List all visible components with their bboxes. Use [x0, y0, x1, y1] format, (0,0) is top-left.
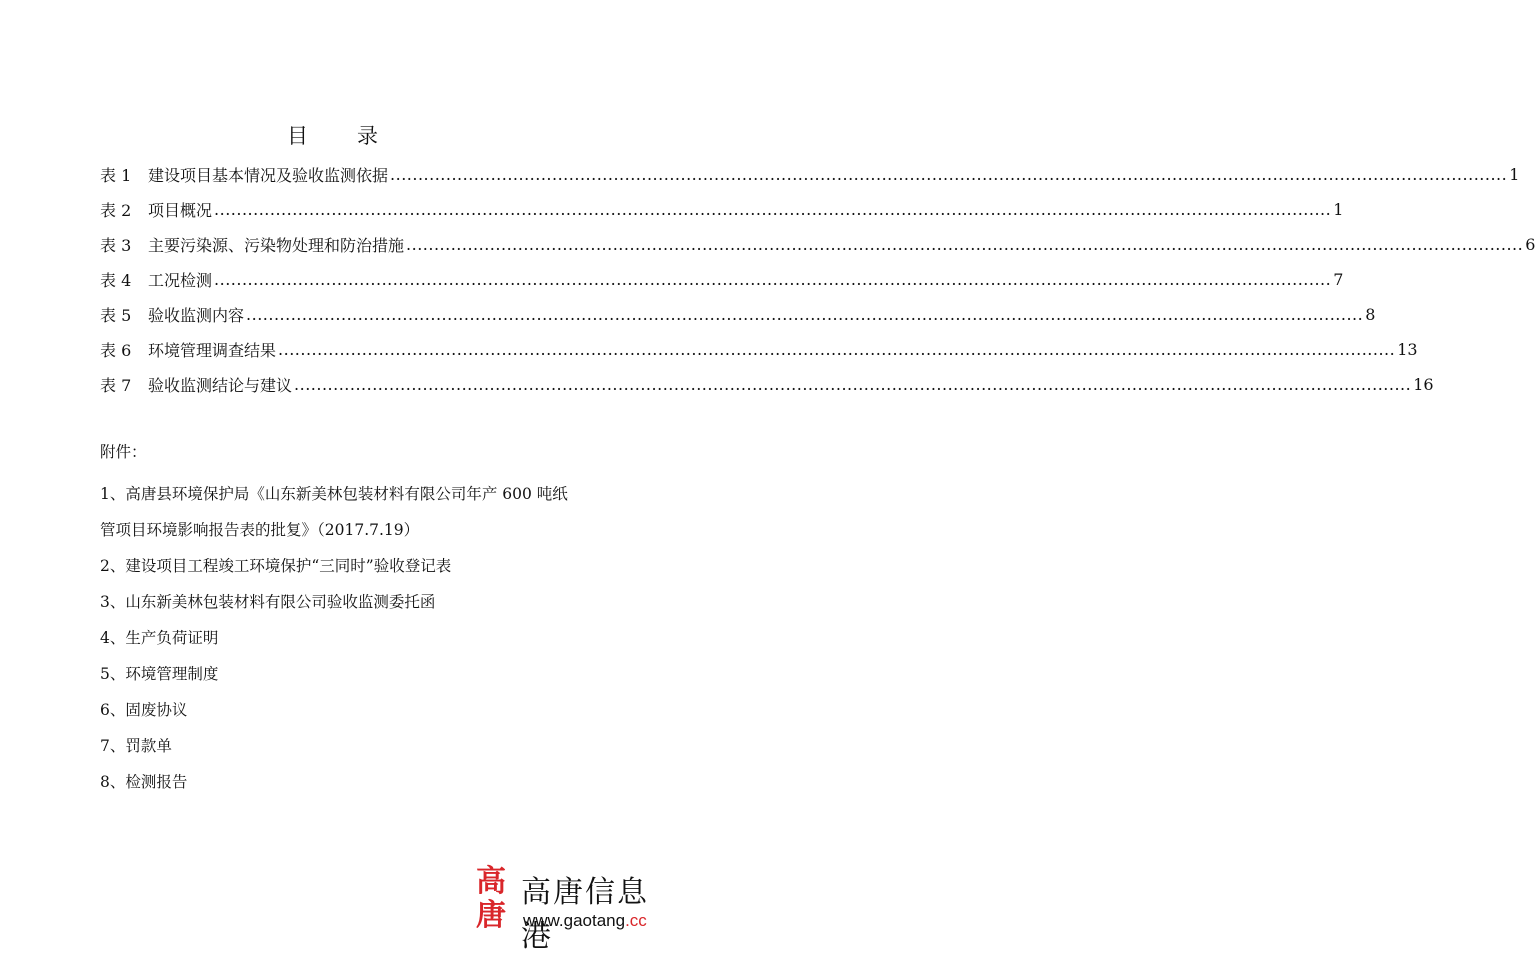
attachment-item: 7、罚款单 — [100, 737, 172, 755]
toc-row[interactable] — [100, 367, 1434, 402]
toc-row-page: 16 — [1413, 375, 1434, 394]
toc-leader-dots: ........................................................................................................................................................................................................ — [294, 375, 1412, 394]
attachment-item: 2、建设项目工程竣工环境保护“三同时”验收登记表 — [100, 557, 452, 575]
toc-row-title: 验收监测内容 — [148, 306, 245, 325]
toc-row[interactable] — [100, 262, 1344, 297]
toc-row-page: 1 — [1333, 200, 1344, 219]
toc-leader-dots: ........................................................................................................................................................................................................ — [246, 305, 1364, 324]
attachment-item: 5、环境管理制度 — [100, 665, 219, 683]
toc-row-label: 表 6 — [100, 341, 132, 360]
toc-row[interactable] — [100, 157, 1520, 192]
attachments-section — [100, 440, 570, 800]
toc-row-title: 主要污染源、污染物处理和防治措施 — [148, 236, 405, 255]
table-of-contents — [100, 157, 1535, 402]
watermark-logo-top: 高 — [476, 864, 506, 899]
toc-leader-dots: ........................................................................................................................................................................................................ — [214, 200, 1332, 219]
toc-row-page: 6 — [1525, 235, 1535, 254]
toc-leader-dots: ........................................................................................................................................................................................................ — [214, 270, 1332, 289]
toc-row-label: 表 1 — [100, 166, 132, 185]
toc-row[interactable] — [100, 297, 1376, 332]
watermark-url-main: www.gaotang — [523, 911, 626, 930]
attachment-item-line: 1、高唐县环境保护局《山东新美林包装材料有限公司年产 600 吨纸 — [100, 485, 568, 503]
attachment-item: 8、检测报告 — [100, 773, 188, 791]
toc-row-label: 表 2 — [100, 201, 132, 220]
toc-row-page: 8 — [1365, 305, 1376, 324]
attachment-item — [100, 476, 570, 548]
toc-row-label: 表 7 — [100, 376, 132, 395]
toc-row-title: 建设项目基本情况及验收监测依据 — [148, 166, 389, 185]
attachment-item: 6、固废协议 — [100, 701, 188, 719]
attachment-item: 4、生产负荷证明 — [100, 629, 219, 647]
toc-row-label: 表 5 — [100, 306, 132, 325]
toc-row[interactable] — [100, 192, 1344, 227]
toc-leader-dots: ........................................................................................................................................................................................................ — [390, 165, 1508, 184]
watermark-site-name: 高唐信息港 — [521, 875, 649, 954]
toc-row-page: 1 — [1509, 165, 1520, 184]
toc-row-title: 验收监测结论与建议 — [148, 376, 293, 395]
watermark-url-tld: .cc — [625, 911, 647, 930]
toc-row-title: 环境管理调查结果 — [148, 341, 277, 360]
toc-row-title: 工况检测 — [148, 271, 213, 290]
toc-row-page: 7 — [1333, 270, 1344, 289]
toc-row-label: 表 4 — [100, 271, 132, 290]
attachments-heading: 附件： — [100, 443, 147, 461]
site-watermark — [455, 861, 665, 954]
toc-row[interactable] — [100, 332, 1418, 367]
toc-row-title: 项目概况 — [148, 201, 213, 220]
watermark-url — [523, 911, 647, 931]
attachment-item-line: 管项目环境影响报告表的批复》（2017.7.19） — [100, 521, 420, 539]
toc-row-page: 13 — [1397, 340, 1418, 359]
attachment-item: 3、山东新美林包装材料有限公司验收监测委托函 — [100, 593, 436, 611]
toc-leader-dots: ........................................................................................................................................................................................................ — [406, 235, 1524, 254]
watermark-logo-bottom: 唐 — [476, 898, 506, 933]
toc-leader-dots: ........................................................................................................................................................................................................ — [278, 340, 1396, 359]
watermark-logo — [465, 865, 517, 935]
toc-row-label: 表 3 — [100, 236, 132, 255]
toc-heading: 目 录 — [287, 124, 392, 148]
toc-row[interactable] — [100, 227, 1535, 262]
